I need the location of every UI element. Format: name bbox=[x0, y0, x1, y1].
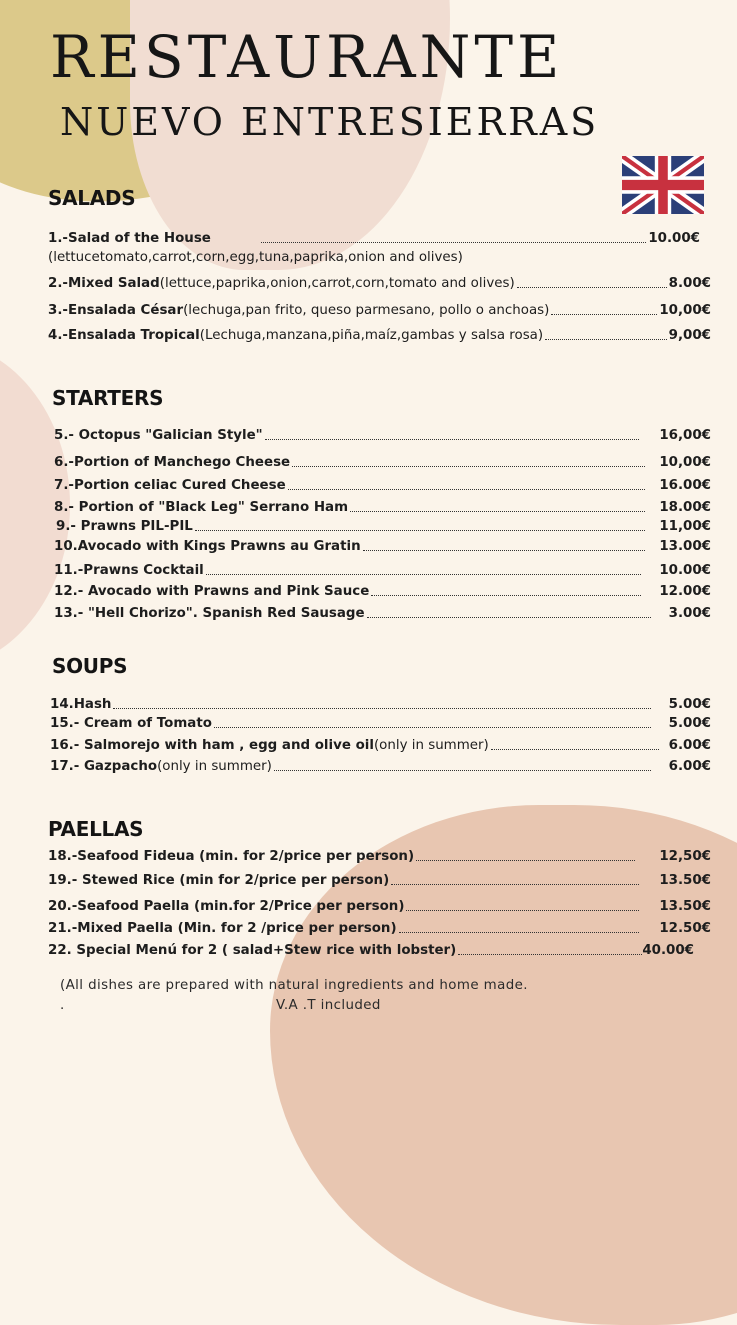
section-heading-paellas: PAELLAS bbox=[48, 817, 144, 841]
menu-item-starter-8: 8.- Portion of "Black Leg" Serrano Ham 18.00€ bbox=[54, 500, 711, 515]
section-heading-soups: SOUPS bbox=[52, 654, 128, 678]
dot-leader bbox=[391, 884, 639, 885]
menu-item-starter-13: 13.- "Hell Chorizo". Spanish Red Sausage 3.00€ bbox=[54, 606, 711, 621]
dot-leader bbox=[545, 339, 667, 340]
menu-item-starter-12: 12.- Avocado with Prawns and Pink Sauce 12.00€ bbox=[54, 584, 711, 599]
dot-leader bbox=[206, 574, 642, 575]
section-heading-starters: STARTERS bbox=[52, 386, 164, 410]
footer-vat-note: V.A .T included bbox=[276, 998, 381, 1013]
dot-leader bbox=[363, 550, 646, 551]
dot-leader bbox=[491, 749, 659, 750]
dot-leader bbox=[517, 287, 667, 288]
menu-item-soup-16: 16.- Salmorejo with ham , egg and olive oil (only in summer) 6.00€ bbox=[50, 738, 711, 753]
menu-item-paella-20: 20.-Seafood Paella (min.for 2/Price per person) 13.50€ bbox=[48, 899, 711, 914]
menu-item-starter-5: 5.- Octopus "Galician Style" 16,00€ bbox=[54, 428, 711, 443]
menu-item-starter-11: 11.-Prawns Cocktail 10.00€ bbox=[54, 563, 711, 578]
menu-item-starter-6: 6.-Portion of Manchego Cheese 10,00€ bbox=[54, 455, 711, 470]
dot-leader bbox=[265, 439, 640, 440]
menu-item-paella-21: 21.-Mixed Paella (Min. for 2 /price per person) 12.50€ bbox=[48, 921, 711, 936]
footer-dot: . bbox=[60, 998, 65, 1013]
dot-leader bbox=[214, 727, 651, 728]
dot-leader bbox=[113, 708, 650, 709]
dot-leader bbox=[551, 314, 657, 315]
dot-leader bbox=[288, 489, 646, 490]
menu-item-starter-9: 9.- Prawns PIL-PIL 11,00€ bbox=[56, 519, 711, 534]
menu-item-soup-17: 17.- Gazpacho (only in summer) 6.00€ bbox=[50, 759, 711, 774]
menu-item-salad-1: 1.-Salad of the House 10.00€ bbox=[48, 231, 700, 246]
menu-item-paella-18: 18.-Seafood Fideua (min. for 2/price per person) 12,50€ bbox=[48, 849, 711, 864]
dot-leader bbox=[371, 595, 641, 596]
menu-item-salad-3: 3.-Ensalada César (lechuga,pan frito, queso parmesano, pollo o anchoas) 10,00€ bbox=[48, 303, 711, 318]
dot-leader bbox=[292, 466, 645, 467]
menu-item-starter-7: 7.-Portion celiac Cured Cheese 16.00€ bbox=[54, 478, 711, 493]
dot-leader bbox=[458, 954, 642, 955]
dot-leader bbox=[195, 530, 645, 531]
menu-item-salad-1-description: (lettucetomato,carrot,corn,egg,tuna,paprika,onion and olives) bbox=[48, 250, 463, 265]
restaurant-subtitle: NUEVO ENTRESIERRAS bbox=[60, 100, 600, 144]
menu-item-salad-2: 2.-Mixed Salad (lettuce,paprika,onion,carrot,corn,tomato and olives) 8.00€ bbox=[48, 276, 711, 291]
dot-leader bbox=[367, 617, 651, 618]
dot-leader bbox=[350, 511, 645, 512]
footer-note: (All dishes are prepared with natural ingredients and home made. bbox=[60, 978, 528, 993]
section-heading-salads: SALADS bbox=[48, 186, 136, 210]
menu-item-soup-14: 14.Hash 5.00€ bbox=[50, 697, 711, 712]
dot-leader bbox=[261, 242, 646, 243]
dot-leader bbox=[399, 932, 640, 933]
menu-item-salad-4: 4.-Ensalada Tropical (Lechuga,manzana,piña,maíz,gambas y salsa rosa) 9,00€ bbox=[48, 328, 711, 343]
menu-item-paella-22: 22. Special Menú for 2 ( salad+Stew rice with lobster) 40.00€ bbox=[48, 943, 694, 958]
menu-item-soup-15: 15.- Cream of Tomato 5.00€ bbox=[50, 716, 711, 731]
dot-leader bbox=[406, 910, 639, 911]
dot-leader bbox=[274, 770, 651, 771]
menu-item-starter-10: 10.Avocado with Kings Prawns au Gratin 13.00€ bbox=[54, 539, 711, 554]
uk-flag-icon bbox=[622, 156, 704, 214]
menu-item-paella-19: 19.- Stewed Rice (min for 2/price per person) 13.50€ bbox=[48, 873, 711, 888]
dot-leader bbox=[416, 860, 635, 861]
restaurant-title: RESTAURANTE bbox=[50, 23, 564, 91]
